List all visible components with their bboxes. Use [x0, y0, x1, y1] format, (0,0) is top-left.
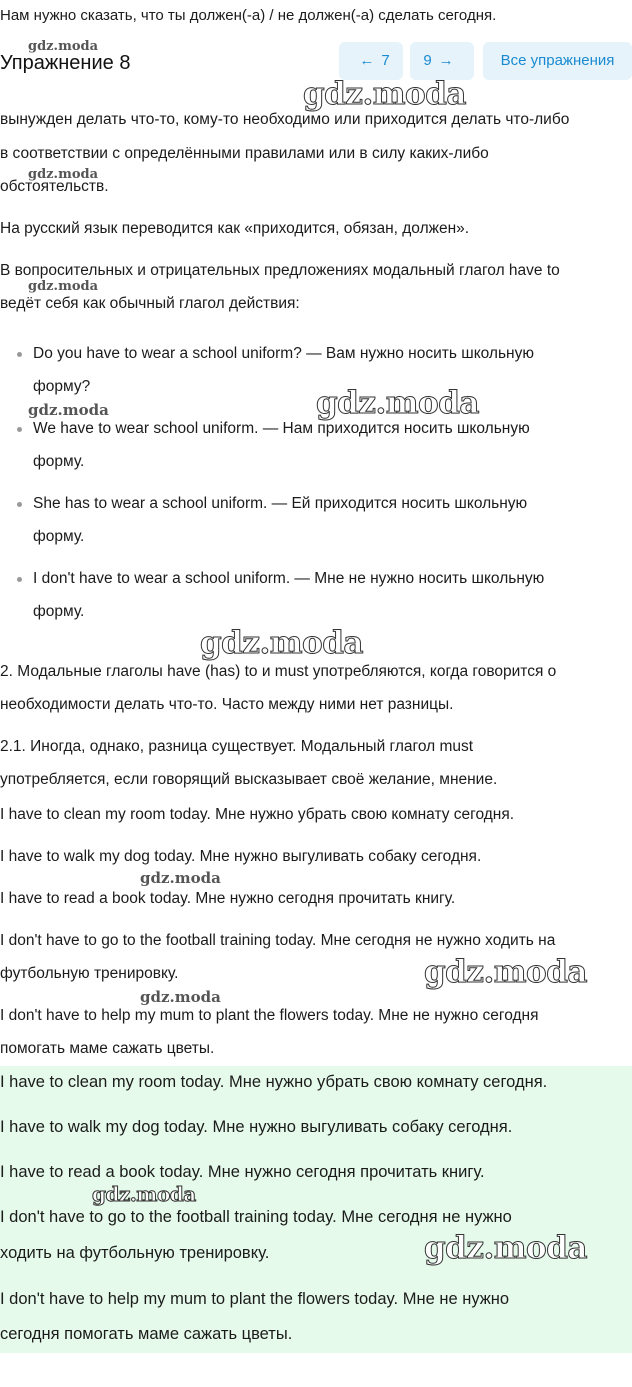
- sentence: помогать маме сажать цветы.: [0, 1040, 215, 1057]
- sentence: I have to clean my room today. Мне нужно убрать свою комнату сегодня.: [0, 806, 515, 823]
- list-item: Do you have to wear a school uniform? — Вам нужно носить школьную: [33, 345, 534, 362]
- list-item: форму.: [33, 528, 85, 545]
- watermark: gdz.moda: [424, 954, 587, 990]
- arrow-left-icon: ←: [359, 52, 375, 69]
- sentence: I don't have to help my mum to plant the flowers today. Мне не нужно сегодня: [0, 1007, 539, 1024]
- watermark: gdz.moda: [424, 1230, 587, 1266]
- list-item: форму?: [33, 378, 91, 395]
- prev-exercise-button[interactable]: [339, 42, 403, 80]
- section-text: 2. Модальные глаголы have (has) to и must употребляются, когда говорится о: [0, 663, 557, 680]
- list-item: I don't have to wear a school uniform. — Мне не нужно носить школьную: [33, 570, 545, 587]
- answer-line: I don't have to help my mum to plant the flowers today. Мне не нужно: [0, 1290, 510, 1308]
- next-exercise-label: 9: [423, 52, 432, 69]
- next-exercise-button[interactable]: [410, 42, 474, 80]
- watermark: gdz.moda: [200, 625, 363, 661]
- section-text: употребляется, если говорящий высказывает своё желание, мнение.: [0, 771, 498, 788]
- watermark: gdz.moda: [316, 385, 479, 421]
- watermark: gdz.moda: [92, 1182, 196, 1206]
- watermark: gdz.moda: [28, 167, 99, 182]
- list-item: We have to wear school uniform. — Нам приходится носить школьную: [33, 420, 530, 437]
- explanation-text: вынужден делать что-то, кому-то необходимо или приходится делать что-либо: [0, 111, 570, 128]
- explanation-text: В вопросительных и отрицательных предложениях модальный глагол have to: [0, 262, 560, 279]
- watermark: gdz.moda: [28, 279, 99, 294]
- watermark: gdz.moda: [303, 76, 466, 112]
- answer-line: I have to clean my room today. Мне нужно убрать свою комнату сегодня.: [0, 1073, 548, 1091]
- prev-exercise-label: 7: [381, 52, 390, 69]
- sentence: I don't have to go to the football training today. Мне сегодня не нужно ходить на: [0, 932, 556, 949]
- answer-line: I have to walk my dog today. Мне нужно выгуливать собаку сегодня.: [0, 1118, 513, 1136]
- watermark: gdz.moda: [28, 401, 109, 419]
- all-exercises-button[interactable]: Все упражнения: [483, 42, 632, 80]
- sentence: I have to walk my dog today. Мне нужно выгуливать собаку сегодня.: [0, 848, 482, 865]
- answer-line: сегодня помогать маме сажать цветы.: [0, 1325, 293, 1343]
- explanation-text: ведёт себя как обычный глагол действия:: [0, 295, 300, 312]
- bullet-icon: [17, 577, 22, 582]
- answer-line: I don't have to go to the football training today. Мне сегодня не нужно: [0, 1208, 512, 1226]
- watermark: gdz.moda: [140, 988, 221, 1006]
- explanation-text: обстоятельств.: [0, 178, 109, 195]
- arrow-right-icon: →: [438, 52, 454, 69]
- watermark: gdz.moda: [28, 39, 99, 54]
- explanation-text: в соответствии с определёнными правилами или в силу каких-либо: [0, 145, 489, 162]
- bullet-icon: [17, 427, 22, 432]
- section-text: необходимости делать что-то. Часто между ними нет разницы.: [0, 696, 454, 713]
- answer-line: ходить на футбольную тренировку.: [0, 1244, 270, 1262]
- sentence: I have to read a book today. Мне нужно сегодня прочитать книгу.: [0, 890, 456, 907]
- list-item: форму.: [33, 453, 85, 470]
- sentence: футбольную тренировку.: [0, 965, 179, 982]
- list-item: She has to wear a school uniform. — Ей приходится носить школьную: [33, 495, 528, 512]
- bullet-icon: [17, 502, 22, 507]
- explanation-text: На русский язык переводится как «приходится, обязан, должен».: [0, 220, 470, 237]
- top-line: Нам нужно сказать, что ты должен(-а) / не должен(-а) сделать сегодня.: [0, 7, 497, 24]
- list-item: форму.: [33, 603, 85, 620]
- answer-line: I have to read a book today. Мне нужно сегодня прочитать книгу.: [0, 1163, 485, 1181]
- exercise-title: Упражнение 8: [0, 52, 131, 74]
- watermark: gdz.moda: [140, 869, 221, 887]
- section-text: 2.1. Иногда, однако, разница существует. Модальный глагол must: [0, 738, 474, 755]
- bullet-icon: [17, 352, 22, 357]
